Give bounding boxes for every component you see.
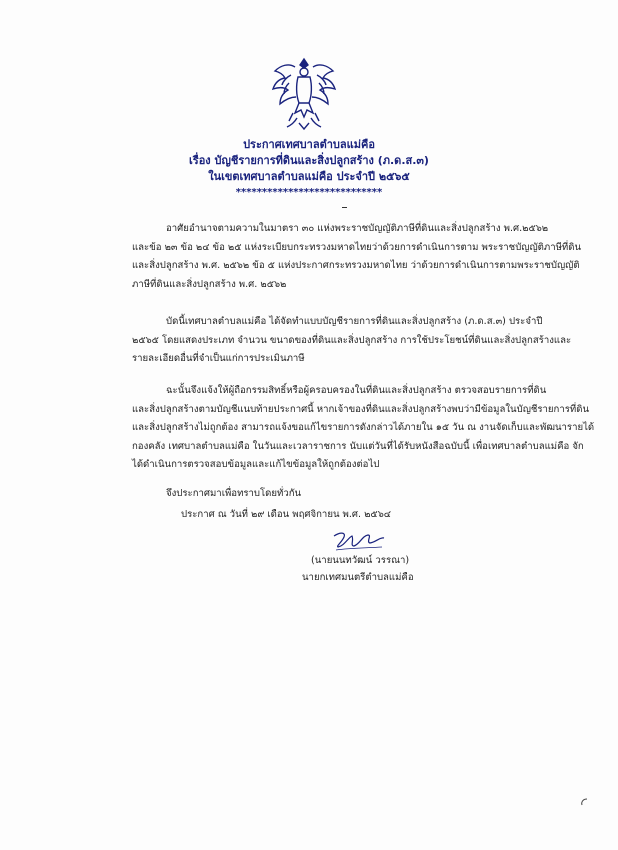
handwritten-signature-icon [330, 528, 390, 554]
announcement-title: ประกาศเทศบาลตำบลแม่คือ [243, 138, 375, 151]
paragraph-line: ได้ดำเนินการตรวจสอบข้อมูลและแก้ไขข้อมูลให้ถูกต้องต่อไป [132, 459, 380, 470]
paragraph-line: ๒๕๖๕ โดยแสดงประเภท จำนวน ขนาดของที่ดินและสิ่งปลูกสร้าง การใช้ประโยชน์ที่ดินและสิ่งปลูกสร้างและ [132, 334, 572, 346]
garuda-emblem-icon [269, 55, 339, 130]
paragraph-list-prepared [132, 313, 572, 369]
paragraph-line: อาศัยอำนาจตามความในมาตรา ๓๐ แห่งพระราชบัญญัติภาษีที่ดินและสิ่งปลูกสร้าง พ.ศ.๒๕๖๒ [166, 223, 549, 234]
announcement-area-year: ในเขตเทศบาลตำบลแม่คือ ประจำปี ๒๕๖๕ [208, 170, 410, 183]
short-dash [342, 207, 347, 208]
signatory-position: นายกเทศมนตรีตำบลแม่คือ [302, 572, 414, 583]
paragraph-line: ภาษีที่ดินและสิ่งปลูกสร้าง พ.ศ. ๒๕๖๒ [132, 278, 287, 290]
paragraph-line: และข้อ ๒๓ ข้อ ๒๔ ข้อ ๒๕ แห่งระเบียบกระทรวงมหาดไทยว่าด้วยการดำเนินการตาม พระราชบัญญัติภาษีที่ดิน [132, 241, 582, 253]
paragraph-line: กองคลัง เทศบาลตำบลแม่คือ ในวันและเวลาราชการ นับแต่วันที่ได้รับหนังสือฉบับนี้ เพื่อเทศบาลตำบลแม่คือ จัก [132, 440, 584, 452]
date-line: ประกาศ ณ วันที่ ๒๙ เดือน พฤศจิกายน พ.ศ. ๒๕๖๔ [181, 509, 392, 520]
paragraph-line: ฉะนั้นจึงแจ้งให้ผู้ถือกรรมสิทธิ์หรือผู้ครอบครองในที่ดินและสิ่งปลูกสร้าง ตรวจสอบรายการที่ดิน [166, 385, 547, 396]
paragraph-legal-basis [132, 220, 582, 294]
paragraph-line: และสิ่งปลูกสร้างตามบัญชีแนบท้ายประกาศนี้ หากเจ้าของที่ดินและสิ่งปลูกสร้างพบว่ามีข้อมูลในบัญชีรายการที่ดิน [132, 403, 589, 415]
paragraph-notice-owners [132, 382, 595, 475]
paragraph-line: และสิ่งปลูกสร้างไม่ถูกต้อง สามารถแจ้งขอแก้ไขรายการดังกล่าวได้ภายใน ๑๕ วัน ณ งานจัดเก็บและพัฒนารายได้ [132, 422, 595, 433]
corner-mark-icon [577, 796, 591, 808]
paragraph-line: บัดนี้เทศบาลตำบลแม่คือ ได้จัดทำแบบบัญชีรายการที่ดินและสิ่งปลูกสร้าง (ภ.ด.ส.๓) ประจำปี [166, 316, 543, 327]
star-divider: **************************** [235, 187, 383, 198]
signatory-name: (นายนนทวัฒน์ วรรณา) [311, 555, 410, 566]
closing-line: จึงประกาศมาเพื่อทราบโดยทั่วกัน [166, 488, 302, 499]
announcement-subject: เรื่อง บัญชีรายการที่ดินและสิ่งปลูกสร้าง (ภ.ด.ส.๓) [189, 154, 429, 167]
paragraph-line: รายละเอียดอื่นที่จำเป็นแก่การประเมินภาษี [132, 353, 305, 364]
paragraph-line: และสิ่งปลูกสร้าง พ.ศ. ๒๕๖๒ ข้อ ๕ แห่งประกาศกระทรวงมหาดไทย ว่าด้วยการดำเนินการตามพระราชบัญญัติ [132, 260, 580, 271]
